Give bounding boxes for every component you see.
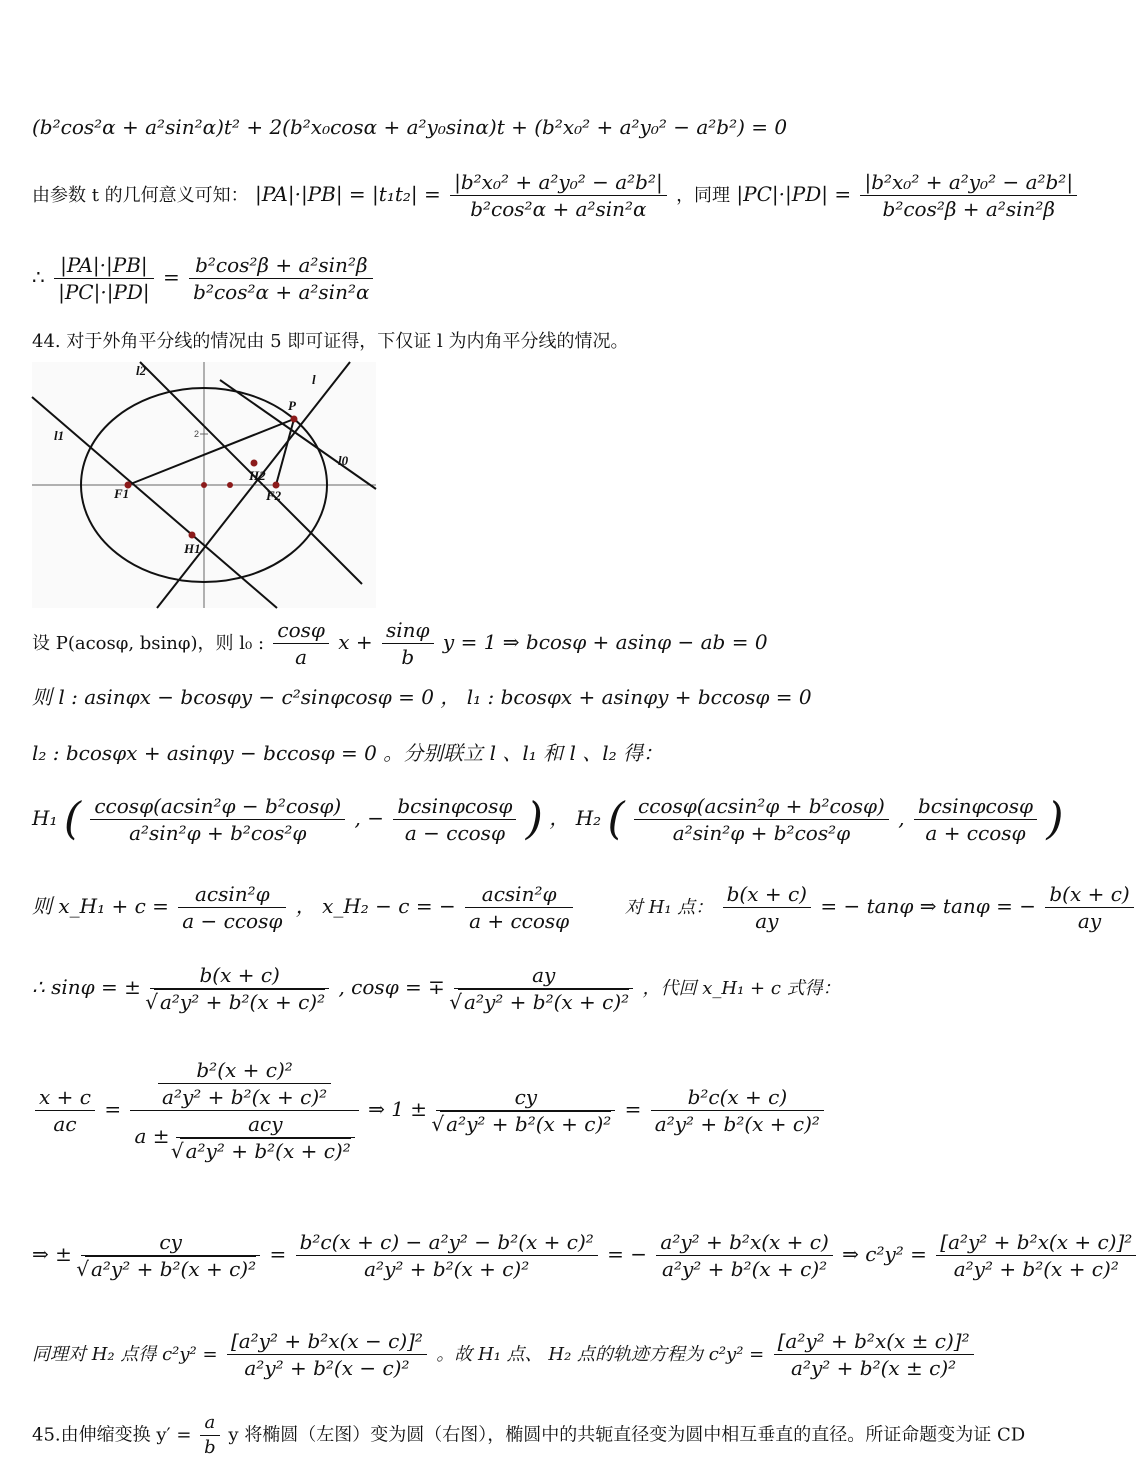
equals-sign: = [624,1097,642,1121]
point-p [291,416,298,423]
fraction-numerator: b(x + c) [1045,884,1133,908]
separator: , − [354,806,385,830]
label-p: P [288,398,296,413]
fraction-denominator: a²y² + b²(x + c)² [162,1085,328,1109]
label-h2: H₂ [575,806,602,830]
fraction-denominator: a²sin²φ + b²cos²φ [129,821,307,845]
label-h1: H₁ [32,806,58,830]
equation-quadratic-in-t [32,117,787,137]
fraction-numerator: [a²y² + b²x(x ± c)]² [774,1331,974,1355]
line-l2-equation [32,743,663,763]
separator: , [898,806,905,830]
fraction-cos-a [273,620,329,667]
fraction-xh1 [178,884,286,931]
problem-text: 44. 对于外角平分线的情况由 5 即可证得，下仅证 l 为内角平分线的情况。 [32,331,629,352]
text-cos: , cosφ = ∓ [338,975,445,999]
fraction-denominator: √ a²y² + b²(x + c)² [180,1138,351,1163]
fraction-tan [1045,884,1133,931]
label-f1: F1 [114,486,130,501]
label-l0: l0 [338,453,349,468]
fraction-numerator: acsin²φ [178,884,286,908]
fraction-inner-bottom [176,1114,355,1161]
fraction-result [651,1087,824,1134]
fraction-numerator: b(x + c) [723,884,811,908]
separator-comma: ， [549,806,570,830]
fraction-denominator: a − ccosφ [404,821,505,845]
fraction-numerator: sinφ [382,620,434,644]
fraction-cy [81,1232,260,1279]
fraction-numerator: a²y² + b²x(x + c) [656,1232,832,1256]
fraction-sin [150,965,329,1012]
fraction-denominator: a²y² + b²(x ± c)² [791,1356,957,1380]
fraction-compound [130,1060,358,1161]
fraction-numerator: a [200,1414,220,1436]
point-origin [201,482,207,488]
line-ratio-conclusion [32,255,376,302]
fraction-denominator: a²sin²φ + b²cos²φ [672,821,851,845]
fraction-pa-pb [450,172,667,219]
text-xh1: 则 x_H₁ + c = [32,894,169,918]
fraction-numerator: |b²x₀² + a²y₀² − a²b²| [860,172,1077,196]
tick-label: 2 [194,429,200,439]
fraction-h1-x [90,796,345,843]
fraction-h2-x [634,796,889,843]
line-substitution [32,1060,827,1161]
point-h1 [189,532,196,539]
fraction-denominator: b [401,645,415,669]
point-axis [227,482,233,488]
equals-sign: = [269,1242,287,1266]
fraction-a-b [200,1414,220,1457]
fraction-numerator: cy [436,1087,615,1111]
problem-44-statement [32,333,628,351]
problem-45-statement [32,1414,1025,1457]
equation-text: (b²cos²α + a²sin²α)t² + 2(b²x₀cosα + a²y₀sinα)t + (b²x₀² + a²y₀² − a²b²) = 0 [32,115,788,139]
text-prefix: 由参数 t 的几何意义可知： [32,185,249,206]
fraction-numerator: ccosφ(acsin²φ + b²cosφ) [634,796,889,820]
fraction-denominator: a²y² + b²(x + c)² [662,1257,828,1281]
line-locus [32,1331,977,1378]
line-xh-expressions [32,884,1137,931]
text-set-p: 设 P(acosφ, bsinφ)，则 l₀ : [32,633,265,654]
fraction-ratio-right [189,255,373,302]
fraction-denominator: √ a²y² + b²(x + c)² [154,989,325,1014]
fraction-final [936,1232,1136,1279]
fraction-denominator: b²cos²α + a²sin²α [193,280,370,304]
fraction-slope [723,884,811,931]
fraction-denominator: b²cos²β + a²sin²β [882,197,1055,221]
fraction-inner-top [158,1060,331,1107]
text-l0-equation: y = 1 ⇒ bcosφ + asinφ − ab = 0 [442,630,768,654]
text-xh2: ， x_H₂ − c = − [295,894,456,918]
fraction-locus [774,1331,974,1378]
text-tan: = − tanφ ⇒ tanφ = − [820,894,1036,918]
fraction-numerator: acsin²φ [465,884,573,908]
fraction-denominator: a − ccosφ [182,909,283,933]
label-l: l [312,372,316,387]
line-derivation [32,1232,1139,1279]
fraction-numerator: x + c [35,1087,95,1111]
fraction-denominator: a²y² + b²(x − c)² [244,1356,410,1380]
paren-close: ) [1046,793,1064,845]
fraction-h1-y [393,796,516,843]
compound-denominator [130,1111,358,1161]
fraction-denominator: √ a²y² + b²(x + c)² [85,1256,256,1281]
expr-pc-pd: |PC|·|PD| = [736,182,852,206]
line-sin-cos [32,965,841,1012]
fraction-numerator: b²c(x + c) − a²y² − b²(x + c)² [296,1232,598,1256]
fraction-denominator: b²cos²α + a²sin²α [470,197,647,221]
text-similarly: ，同理 [676,185,731,206]
fraction-numerator: b(x + c) [150,965,329,989]
fraction-numerator: bcsinφcosφ [393,796,516,820]
fraction-simplified [656,1232,832,1279]
line-h1-h2-coords [32,793,1064,845]
fraction-numerator: b²(x + c)² [158,1060,331,1084]
text-x-plus: x + [338,630,373,654]
equation-text: 则 l : asinφx − bcosφy − c²sinφcosφ = 0 ， l₁ : bcosφx + asinφy + bccosφ = 0 [32,685,812,709]
text-sin: ∴ sinφ = ± [32,975,141,999]
fraction-denominator: ay [1077,909,1102,933]
fraction-denominator: |PC|·|PD| [58,280,150,304]
fraction-numerator: b²cos²β + a²sin²β [189,255,373,279]
paren-open: ( [607,793,625,845]
fraction-numerator: cy [81,1232,260,1256]
fraction-denominator: a²y² + b²(x + c)² [953,1257,1119,1281]
label-f2: F2 [266,488,282,503]
fraction-denominator: √ a²y² + b²(x + c)² [458,989,629,1014]
fraction-numerator: |b²x₀² + a²y₀² − a²b²| [450,172,667,196]
text-implies-pm: ⇒ ± [32,1242,72,1266]
expr-pa-pb: |PA|·|PB| = |t₁t₂| = [255,182,441,206]
fraction-numerator: |PA|·|PB| [54,255,154,279]
text-substitute: ，代回 x_H₁ + c 式得： [642,978,841,999]
text-a-pm: a ± [134,1124,170,1148]
fraction-denominator: √ a²y² + b²(x + c)² [440,1111,611,1136]
text-implies: ⇒ 1 ± [368,1097,428,1121]
point-h2 [251,460,258,467]
label-h1: H1 [184,541,201,556]
fraction-denominator: a²y² + b²(x + c)² [654,1112,820,1136]
compound-numerator [130,1060,358,1111]
fraction-numerator: cosφ [273,620,329,644]
label-l1: l1 [54,428,65,443]
fraction-ratio-left [54,255,154,302]
fraction-expanded [296,1232,598,1279]
text-similarly-h2: 同理对 H₂ 点得 c²y² = [32,1344,218,1365]
equals-sign: = − [607,1242,648,1266]
fraction-denominator: a + ccosφ [469,909,570,933]
paren-close: ) [525,793,543,845]
equals-sign: = [163,265,180,289]
fraction-h2-locus [227,1331,427,1378]
fraction-h2-y [914,796,1037,843]
fraction-denominator: a + ccosφ [925,821,1026,845]
fraction-pc-pd [860,172,1077,219]
fraction-denominator: ac [53,1112,77,1136]
text-c2y2: ⇒ c²y² = [842,1242,927,1266]
line-set-p [32,620,768,667]
fraction-numerator: [a²y² + b²x(x + c)]² [936,1232,1136,1256]
fraction-denominator: a²y² + b²(x + c)² [364,1257,530,1281]
fraction-numerator: acy [176,1114,355,1138]
fraction-denominator: ay [755,909,779,933]
fraction-lhs [35,1087,95,1134]
fraction-numerator: ay [454,965,633,989]
fraction-denominator: b [204,1437,216,1458]
text-for-h1: 对 H₁ 点： [624,897,714,918]
label-l2: l2 [136,363,147,378]
fraction-numerator: bcsinφcosφ [914,796,1037,820]
text-transform: 45.由伸缩变换 y′ = [32,1424,192,1446]
fraction-numerator: ccosφ(acsin²φ − b²cosφ) [90,796,345,820]
fraction-denominator: a [295,645,308,669]
line-parameter-meaning [32,172,1080,219]
fraction-xh2 [465,884,573,931]
equation-text: l₂ : bcosφx + asinφy − bccosφ = 0 。分别联立 l 、l₁ 和 l 、l₂ 得： [32,741,664,765]
label-h2: H2 [249,468,266,483]
fraction-cy [436,1087,615,1134]
text-locus-equation: 。故 H₁ 点、 H₂ 点的轨迹方程为 c²y² = [436,1344,765,1365]
line-l-l1-equations [32,687,812,707]
text-problem-45: y 将椭圆（左图）变为圆（右图），椭圆中的共轭直径变为圆中相互垂直的直径。所证命题变为证 CD [228,1424,1026,1446]
fraction-sin-b [382,620,434,667]
equals-sign: = [104,1097,122,1121]
therefore-symbol: ∴ [32,265,45,289]
fraction-cos [454,965,633,1012]
fraction-numerator: [a²y² + b²x(x − c)]² [227,1331,427,1355]
paren-open: ( [63,793,81,845]
ellipse-figure [32,362,376,608]
fraction-numerator: b²c(x + c) [651,1087,824,1111]
